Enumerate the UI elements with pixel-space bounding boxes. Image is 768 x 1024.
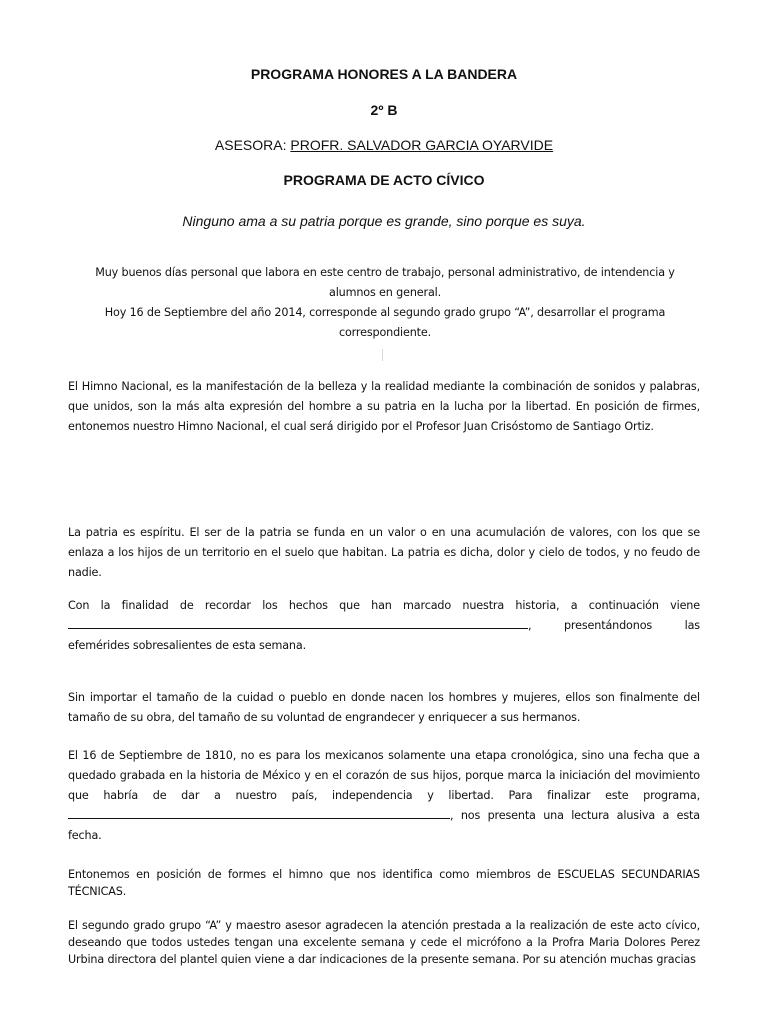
- efemerides-paragraph: [68, 596, 700, 656]
- septiembre-text-b: , nos presenta una lectura alusiva a esta fecha.: [68, 809, 700, 842]
- advisor-line: [0, 137, 768, 153]
- text-cursor-mark: [382, 349, 383, 361]
- document-subtitle: PROGRAMA DE ACTO CÍVICO: [283, 172, 485, 188]
- entonemos-paragraph: Entonemos en posición de formes el himno que nos identifica como miembros de ESCUELAS SECUNDARIAS TÉCNICAS.: [68, 868, 700, 898]
- motto-quote: Ninguno ama a su patria porque es grande, sino porque es suya.: [182, 213, 586, 229]
- patria-paragraph: La patria es espíritu. El ser de la patria se funda en un valor o en una acumulación de valores, con los que se enlaza a los hijos de un territorio en el suelo que habitan. La patria es dicha, dolor y cielo de todos, y no feudo de nadie.: [68, 526, 700, 579]
- grade-label: 2º B: [370, 102, 398, 118]
- greeting-line-2: Hoy 16 de Septiembre del año 2014, corresponde al segundo grado grupo “A”, desarrollar el programa correspondiente.: [104, 306, 666, 339]
- greeting-block: [90, 263, 680, 343]
- advisor-name: PROFR. SALVADOR GARCIA OYARVIDE: [290, 137, 554, 153]
- document-title: PROGRAMA HONORES A LA BANDERA: [250, 66, 518, 82]
- agradecimiento-paragraph: El segundo grado grupo “A” y maestro asesor agradecen la atención prestada a la realización de este acto cívico, deseando que todos ustedes tengan una excelente semana y cede el micrófono a la Profra Maria Dolores Perez Urbina directora del plantel quien viene a dar indicaciones de la presente semana. Por su atención muchas gracias: [68, 919, 700, 966]
- tamano-paragraph: Sin importar el tamaño de la cuidad o pueblo en donde nacen los hombres y mujeres, ellos son finalmente del tamaño de su obra, del tamaño de su voluntad de engrandecer y enriquecer a sus hermanos.: [68, 691, 700, 724]
- septiembre-text-a: El 16 de Septiembre de 1810, no es para los mexicanos solamente una etapa cronológica, sino una fecha que a quedado grabada en la historia de México y en el corazón de sus hijos, porque marca la iniciación del movimiento que habría de dar a nuestro país, independencia y libertad. Para finalizar este programa,: [68, 749, 700, 802]
- advisor-label: ASESORA:: [214, 137, 291, 153]
- efemerides-text-a: Con la finalidad de recordar los hechos que han marcado nuestra historia, a continuación viene: [68, 599, 700, 612]
- efemerides-text-b: , presentándonos las efemérides sobresalientes de esta semana.: [68, 619, 700, 652]
- greeting-line-1: Muy buenos días personal que labora en este centro de trabajo, personal administrativo, de intendencia y alumnos en general.: [95, 266, 675, 299]
- fill-in-blank: [68, 806, 450, 819]
- himno-paragraph: El Himno Nacional, es la manifestación de la belleza y la realidad mediante la combinación de sonidos y palabras, que unidos, son la más alta expresión del hombre a su patria en la lucha por la libertad. En posición de firmes, entonemos nuestro Himno Nacional, el cual será dirigido por el Profesor Juan Crisóstomo de Santiago Ortiz.: [68, 380, 700, 433]
- septiembre-paragraph: [68, 746, 700, 846]
- fill-in-blank: [68, 616, 528, 629]
